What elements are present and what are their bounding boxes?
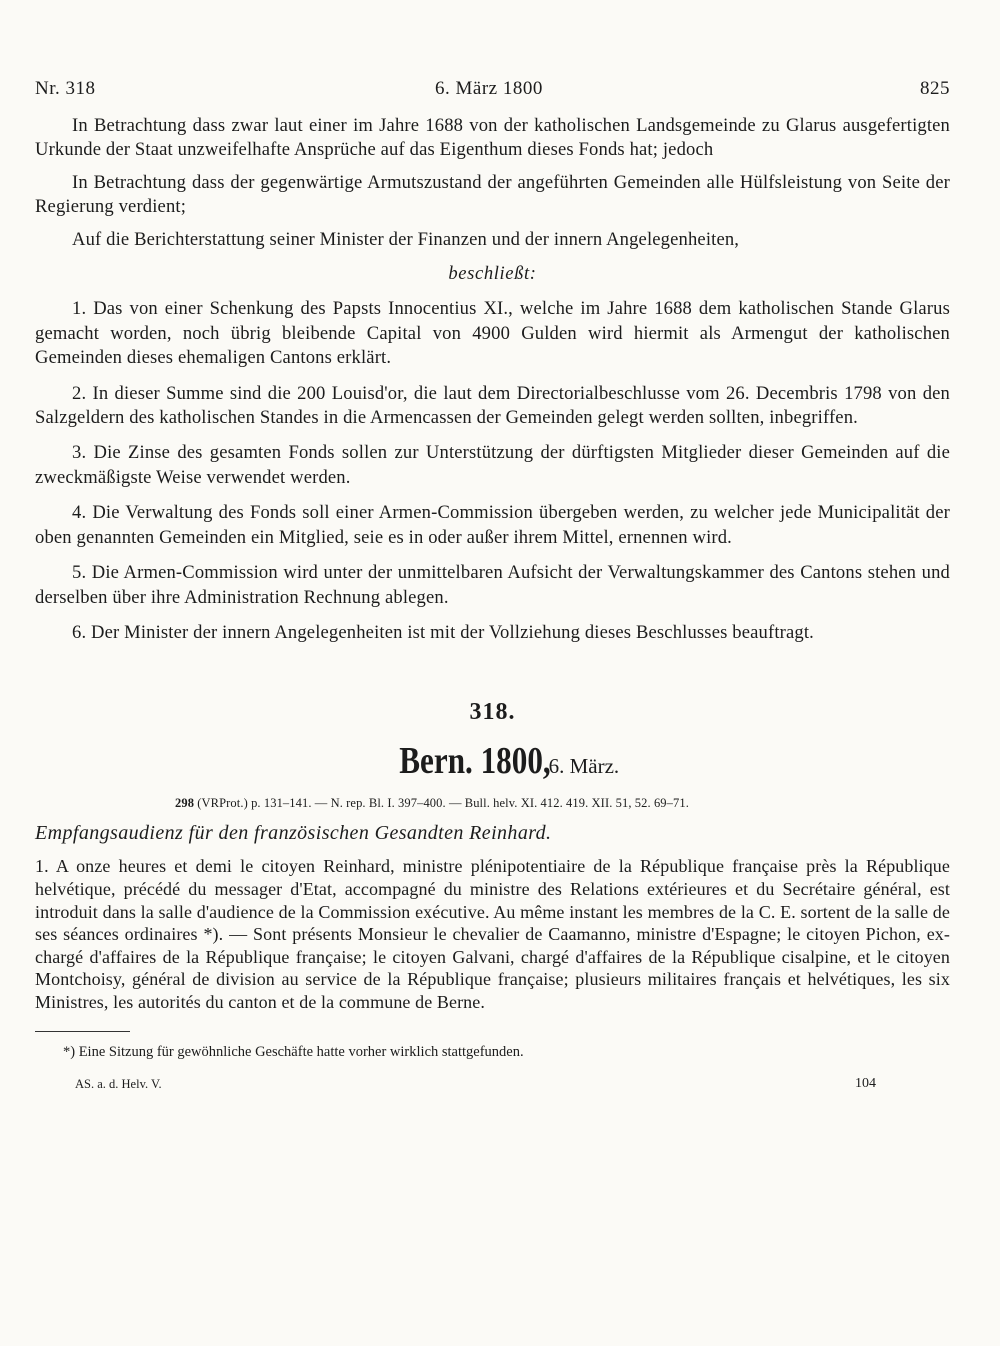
footnote: *) Eine Sitzung für gewöhnliche Geschäfte hatte vorher wirklich stattgefunden. xyxy=(63,1044,524,1061)
section-heading: Empfangsaudienz für den französischen Gesandten Reinhard. xyxy=(35,822,552,845)
date-header: 6. März 1800 xyxy=(435,78,543,99)
dateline-date: 6. März. xyxy=(548,754,620,779)
resolution-verb: beschließt: xyxy=(448,263,537,285)
consideration-paragraph: In Betrachtung dass zwar laut einer im Jahre 1688 von der katholischen Landsgemeinde zu Glarus ausgefertigten Urkunde der Staat unzweifelhafte Ansprüche auf das Eigenthum dieses Fonds hat; jedoch xyxy=(35,115,950,161)
consideration-paragraph: Auf die Berichterstattung seiner Minister der Finanzen und der innern Angelegenheiten, xyxy=(72,228,740,250)
article-paragraph: 4. Die Verwaltung des Fonds soll einer Armen-Commission übergeben werden, zu welcher jede Municipalität der oben genannten Gemeinden ein Mitglied, seie es in oder außer ihrem Mittel, ernennen wird. xyxy=(35,502,950,548)
page-foot xyxy=(35,1074,950,1094)
consideration-paragraph: In Betrachtung dass der gegenwärtige Armutszustand der angeführten Gemeinden alle Hülfsleistung von Seite der Regierung verdient; xyxy=(35,171,950,218)
source-reference-text: (VRProt.) p. 131–141. — N. rep. Bl. I. 397–400. — Bull. helv. XI. 412. 419. XII. 51, 52. 69–71. xyxy=(194,796,689,811)
source-reference-number: 298 xyxy=(175,796,195,811)
article-paragraph: 6. Der Minister der innern Angelegenheiten ist mit der Vollziehung dieses Beschlusses beauftragt. xyxy=(72,621,814,643)
source-reference xyxy=(35,793,950,813)
dateline xyxy=(35,741,950,789)
document-number-title: 318. xyxy=(469,699,516,726)
signature-mark: AS. a. d. Helv. V. xyxy=(75,1077,162,1092)
article-paragraph: 2. In dieser Summe sind die 200 Louisd'or, die laut dem Directorialbeschlusse vom 26. Decembris 1798 von den Salzgeldern des katholischen Standes in die Armencassen der Gemeinden gelegt werden sollten, inbegriffen. xyxy=(35,382,950,429)
german-resolution xyxy=(35,114,950,645)
dateline-place-year: Bern. 1800, xyxy=(399,740,551,783)
document-number-header: Nr. 318 xyxy=(35,78,96,99)
footnote-divider xyxy=(35,1031,130,1032)
article-paragraph: 1. Das von einer Schenkung des Papsts Innocentius XI., welche im Jahre 1688 dem katholischen Stande Glarus gemacht worden, noch übrig bleibende Capital von 4900 Gulden wird hiermit als Armengut der katholischen Gemeinden dieses ehemaligen Cantons erklärt. xyxy=(35,298,950,369)
sheet-number: 104 xyxy=(855,1076,876,1092)
french-paragraph: 1. A onze heures et demi le citoyen Reinhard, ministre plénipotentiaire de la République française près la République helvétique, précédé du messager d'Etat, accompagné du ministre des Relations extérieures et du Secrétaire général, est introduit dans la salle d'audience de la Commission exécutive. Au même instant les membres de la C. E. sortent de la salle de ses séances ordinaires *). — Sont présents Monsieur le chevalier de Caamanno, ministre d'Espagne; le citoyen Pichon, ex-chargé d'affaires de la République française; le citoyen Galvani, chargé d'affaires de la République cisalpine, et le citoyen Montchoisy, général de division au service de la République française; plusieurs militaires français et helvétiques, les six Ministres, les autorités du canton et de la commune de Berne. xyxy=(35,856,950,1012)
article-paragraph: 5. Die Armen-Commission wird unter der unmittelbaren Aufsicht der Verwaltungskammer des Cantons stehen und derselben über ihre Administration Rechnung ablegen. xyxy=(35,562,950,608)
page-number: 825 xyxy=(920,78,950,99)
running-head xyxy=(35,78,950,106)
article-paragraph: 3. Die Zinse des gesamten Fonds sollen zur Unterstützung der dürftigsten Mitglieder dieser Gemeinden auf die zweckmäßigste Weise verwendet werden. xyxy=(35,442,950,488)
